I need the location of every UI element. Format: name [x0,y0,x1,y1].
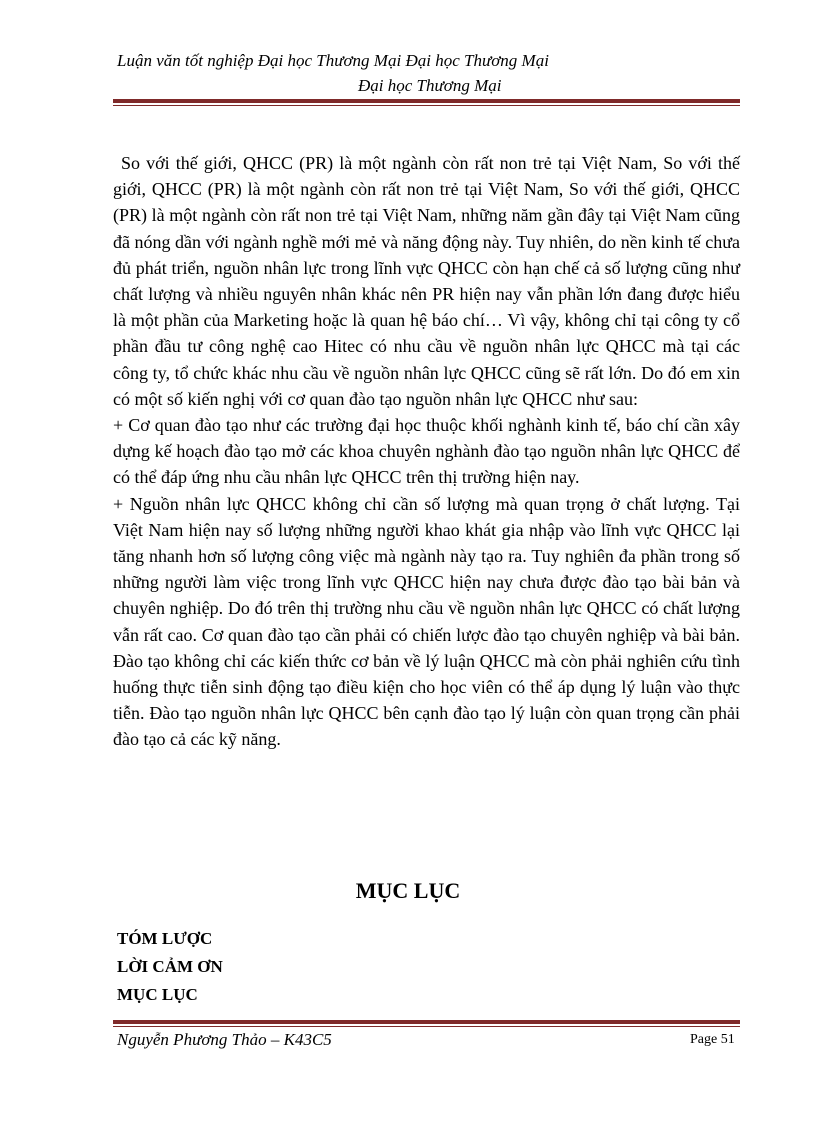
footer-rule-thick [113,1020,740,1024]
body-text [113,150,740,753]
footer-author: Nguyễn Phương Thảo – K43C5 [117,1030,332,1049]
paragraph: So với thế giới, QHCC (PR) là một ngành còn rất non trẻ tại Việt Nam, So với thế giới, QHCC (PR) là một ngành còn rất non trẻ tại Việt Nam, So với thế giới, QHCC (PR) là một ngành còn rất non trẻ tại Việt Nam, những năm gần đây tại Việt Nam cũng đã nóng dần với ngành nghề mới mẻ và năng động này. Tuy nhiên, do nền kinh tế chưa đủ phát triển, nguồn nhân lực trong lĩnh vực QHCC còn hạn chế cả số lượng cũng như chất lượng và nhiều nguyên nhân khác nên PR hiện nay vẫn phần lớn đang được hiểu là một phần của Marketing hoặc là quan hệ báo chí… Vì vậy, không chỉ tại công ty cổ phần đầu tư công nghệ cao Hitec có nhu cầu về nguồn nhân lực QHCC mà tại các công ty, tổ chức khác nhu cầu về nguồn nhân lực QHCC cũng sẽ rất lớn. Do đó em xin có một số kiến nghị với cơ quan đào tạo nguồn nhân lực QHCC như sau: [113,153,740,409]
paragraph: + Nguồn nhân lực QHCC không chỉ cần số lượng mà quan trọng ở chất lượng. Tại Việt Nam hiện nay số lượng những người khao khát gia nhập vào lĩnh vực QHCC lại tăng nhanh hơn số lượng công việc mà ngành này tạo ra. Tuy nghiên đa phần trong số những người làm việc trong lĩnh vực QHCC hiện nay chưa được đào tạo bài bản và chuyên nghiệp. Do đó trên thị trường nhu cầu về nguồn nhân lực QHCC có chất lượng vẫn rất cao. Cơ quan đào tạo cần phải có chiến lược đào tạo chuyên nghiệp và bài bản. Đào tạo không chỉ các kiến thức cơ bản về lý luận QHCC mà còn phải nghiên cứu tình huống thực tiễn sinh động tạo điều kiện cho học viên có thể áp dụng lý luận vào thực tiễn. Đào tạo nguồn nhân lực QHCC bên cạnh đào tạo lý luận còn quan trọng cần phải đào tạo cả các kỹ năng. [113,493,740,750]
header-rule-thin [113,105,740,106]
toc-heading: MỤC LỤC [355,878,461,903]
toc-item: MỤC LỤC [117,985,198,1004]
footer-rule-thin [113,1026,740,1027]
paragraph: + Cơ quan đào tạo như các trường đại học thuộc khối nghành kinh tế, báo chí cần xây dựng kế hoạch đào tạo mở các khoa chuyên nghành đào tạo nguồn nhân lực QHCC để có thể đáp ứng nhu cầu nhân lực QHCC trên thị trường hiện nay. [113,415,740,488]
toc-item: LỜI CẢM ƠN [117,957,223,976]
header-title-line-2: Đại học Thương Mại [358,76,502,95]
header-title-line-1: Luận văn tốt nghiệp Đại học Thương Mại Đại học Thương Mại [117,51,549,70]
header-rule-thick [113,99,740,103]
page-number: Page 51 [690,1032,735,1047]
toc-item: TÓM LƯỢC [117,929,213,948]
